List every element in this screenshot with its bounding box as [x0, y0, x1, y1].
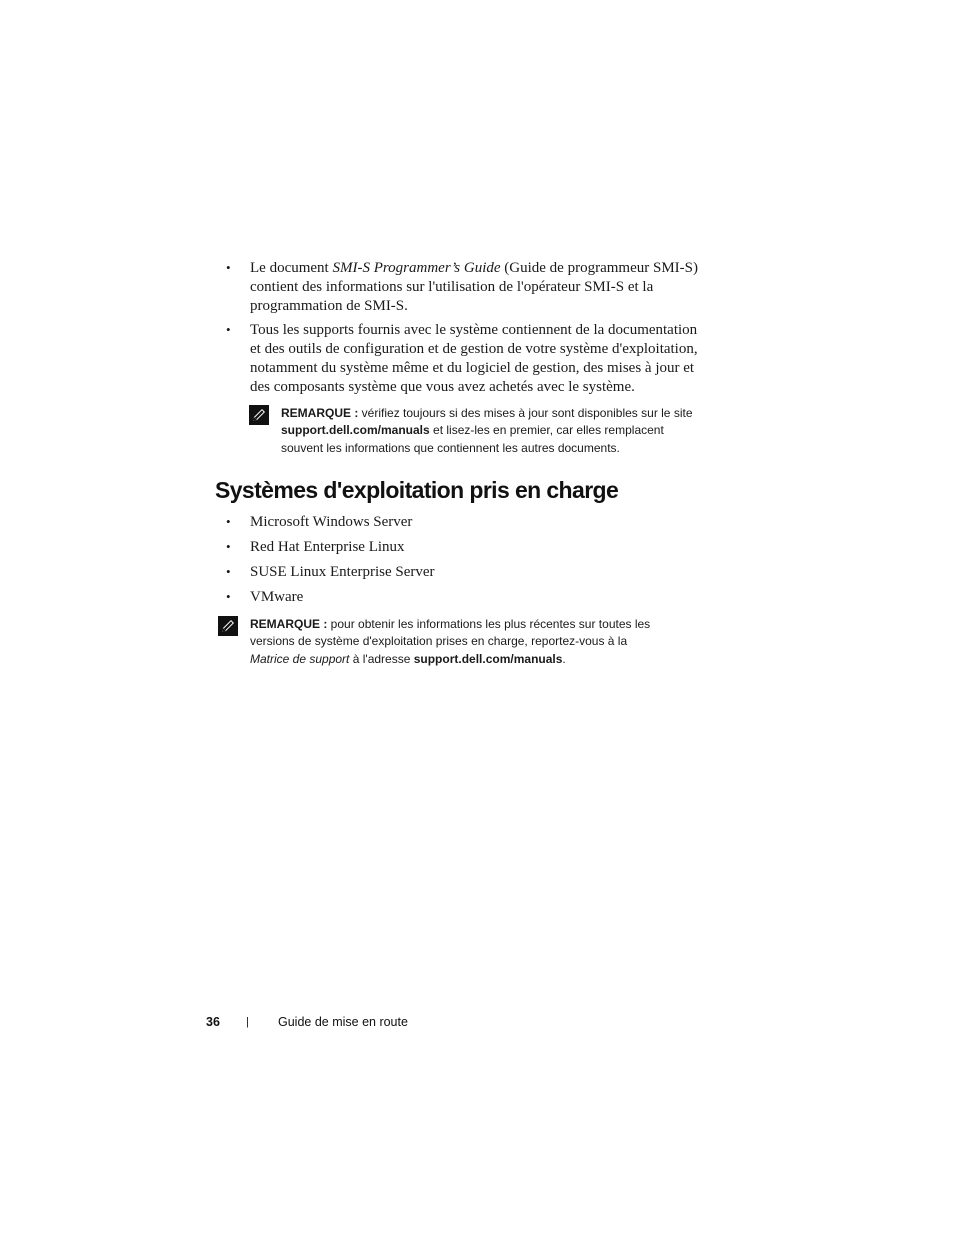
bullet-dot: •	[226, 538, 231, 554]
bullet-dot: •	[226, 260, 231, 275]
note-support-matrix: REMARQUE : pour obtenir les informations les plus récentes sur toutes les versions de système d'exploitation prises en charge, reportez-vous à la Matrice de support à l'adresse support.dell.com/manuals.	[250, 616, 730, 668]
note-pencil-icon	[249, 405, 269, 425]
footer-title: Guide de mise en route	[278, 1015, 408, 1029]
bullet-dot: •	[226, 514, 231, 529]
note-pencil-icon	[218, 616, 238, 636]
note-label: REMARQUE :	[281, 406, 359, 420]
support-link[interactable]: support.dell.com/manuals	[281, 423, 430, 438]
os-bullet-list	[222, 513, 722, 607]
bullet-dot: •	[226, 322, 231, 338]
support-matrix-title: Matrice de support	[250, 651, 350, 666]
section-heading: Systèmes d'exploitation pris en charge	[215, 477, 619, 503]
os-item: • VMware	[226, 588, 304, 605]
os-item: • SUSE Linux Enterprise Server	[226, 563, 435, 580]
bullet-item-smis-guide: • Le document SMI-S Programmer’s Guide (Guide de programmeur SMI-S) contient des informations sur l'utilisation de l'opérateur SMI-S et la programmation de SMI-S.	[226, 260, 698, 314]
footer-separator: |	[246, 1016, 249, 1028]
support-link[interactable]: support.dell.com/manuals	[413, 651, 563, 666]
intro-bullet-list	[222, 259, 722, 397]
doc-title-smis: SMI-S Programmer’s Guide	[332, 260, 501, 276]
bullet-dot: •	[226, 588, 231, 604]
os-item: • Microsoft Windows Server	[226, 514, 413, 530]
bullet-item-media: • Tous les supports fournis avec le système contiennent de la documentation et des outils de configuration et de gestion de votre système d'exploitation, notamment du système même et du logiciel de gestion, des mises à jour et des composants système que vous avez achetés avec le système.	[226, 322, 698, 395]
note-updates: REMARQUE : vérifiez toujours si des mises à jour sont disponibles sur le site support.dell.com/manuals et lisez-les en premier, car elles remplacent souvent les informations que contiennent les autres documents.	[281, 405, 731, 457]
os-item: • Red Hat Enterprise Linux	[226, 538, 405, 555]
bullet-dot: •	[226, 563, 231, 579]
page-number: 36	[206, 1015, 220, 1029]
note-label: REMARQUE :	[250, 617, 328, 631]
